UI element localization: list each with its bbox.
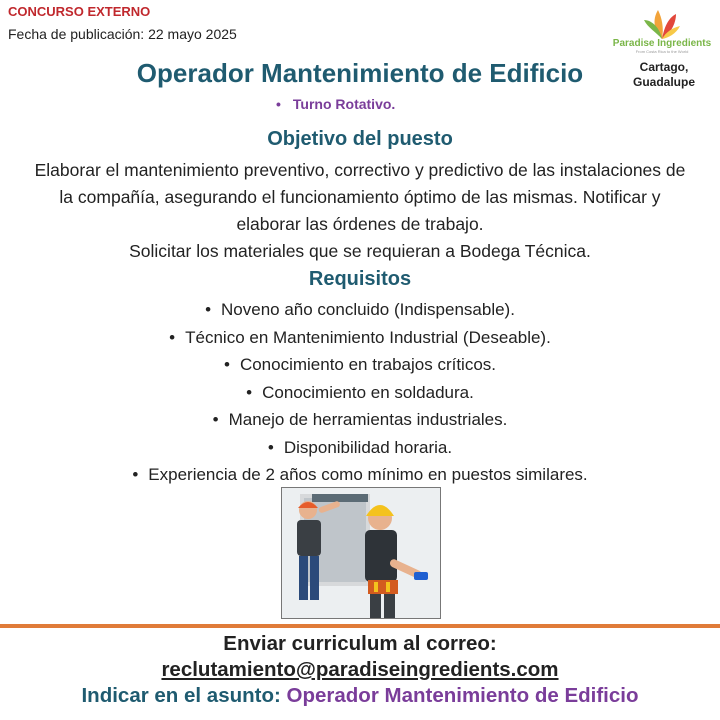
objective-line: Solicitar los materiales que se requieran a Bodega Técnica. bbox=[129, 241, 591, 261]
shift-bullet: • bbox=[276, 96, 281, 112]
leaf-logo-icon bbox=[642, 6, 682, 40]
requirement-text: Noveno año concluido (Indispensable). bbox=[221, 300, 515, 319]
requirement-item bbox=[0, 379, 720, 407]
requirement-item bbox=[0, 296, 720, 324]
objective-line: Elaborar el mantenimiento preventivo, correctivo y predictivo de las instalaciones de bbox=[34, 160, 686, 180]
company-logo bbox=[612, 6, 712, 54]
publication-date: Fecha de publicación: 22 mayo 2025 bbox=[8, 26, 237, 42]
job-posting-tag: CONCURSO EXTERNO bbox=[8, 4, 151, 19]
requirement-item bbox=[0, 461, 720, 489]
email-subject-instruction bbox=[0, 684, 720, 708]
requirement-bullet: • bbox=[205, 300, 212, 319]
location-city: Cartago, bbox=[639, 60, 689, 74]
job-title: Operador Mantenimiento de Edificio bbox=[136, 58, 584, 88]
requirement-bullet: • bbox=[169, 327, 176, 347]
requirement-text: Conocimiento en trabajos críticos. bbox=[239, 355, 496, 374]
location-district: Guadalupe bbox=[632, 75, 695, 89]
workers-photo bbox=[281, 487, 441, 619]
requirements-heading: Requisitos bbox=[308, 268, 412, 290]
objective-line: elaborar las órdenes de trabajo. bbox=[236, 214, 484, 234]
requirement-bullet: • bbox=[267, 437, 274, 457]
objective-heading: Objetivo del puesto bbox=[267, 128, 453, 150]
shift-text: Turno Rotativo. bbox=[292, 96, 396, 112]
contact-email-link[interactable]: reclutamiento@paradiseingredients.com bbox=[161, 658, 559, 681]
logo-wordmark bbox=[612, 38, 712, 49]
section-divider bbox=[0, 624, 720, 628]
requirement-text: Técnico en Mantenimiento Industrial (Deseable). bbox=[185, 327, 551, 347]
requirement-bullet: • bbox=[223, 355, 230, 374]
maintenance-workers-illustration bbox=[282, 488, 440, 618]
requirement-item bbox=[0, 324, 720, 352]
shift-info bbox=[276, 96, 395, 112]
logo-tagline: From Costa Rica to the World bbox=[635, 49, 689, 54]
requirement-text: Disponibilidad horaria. bbox=[283, 437, 453, 457]
requirements-list bbox=[0, 296, 720, 489]
requirement-bullet: • bbox=[132, 465, 139, 484]
requirement-bullet: • bbox=[212, 410, 219, 429]
requirement-text: Conocimiento en soldadura. bbox=[262, 382, 474, 402]
requirement-text: Experiencia de 2 años como mínimo en puestos similares. bbox=[148, 465, 588, 484]
logo-name-part2: Ingredients bbox=[654, 38, 712, 49]
requirement-item bbox=[0, 406, 720, 434]
send-cv-label: Enviar curriculum al correo: bbox=[223, 632, 497, 655]
logo-name-part1: Paradise bbox=[612, 38, 655, 49]
objective-text bbox=[10, 157, 710, 265]
requirement-bullet: • bbox=[246, 382, 253, 402]
subject-value: Operador Mantenimiento de Edificio bbox=[286, 684, 639, 707]
requirement-item bbox=[0, 434, 720, 462]
subject-label: Indicar en el asunto: bbox=[81, 684, 287, 707]
objective-line: la compañía, asegurando el funcionamiento óptimo de las mismas. Notificar y bbox=[59, 187, 661, 207]
requirement-item bbox=[0, 351, 720, 379]
requirement-text: Manejo de herramientas industriales. bbox=[228, 410, 508, 429]
